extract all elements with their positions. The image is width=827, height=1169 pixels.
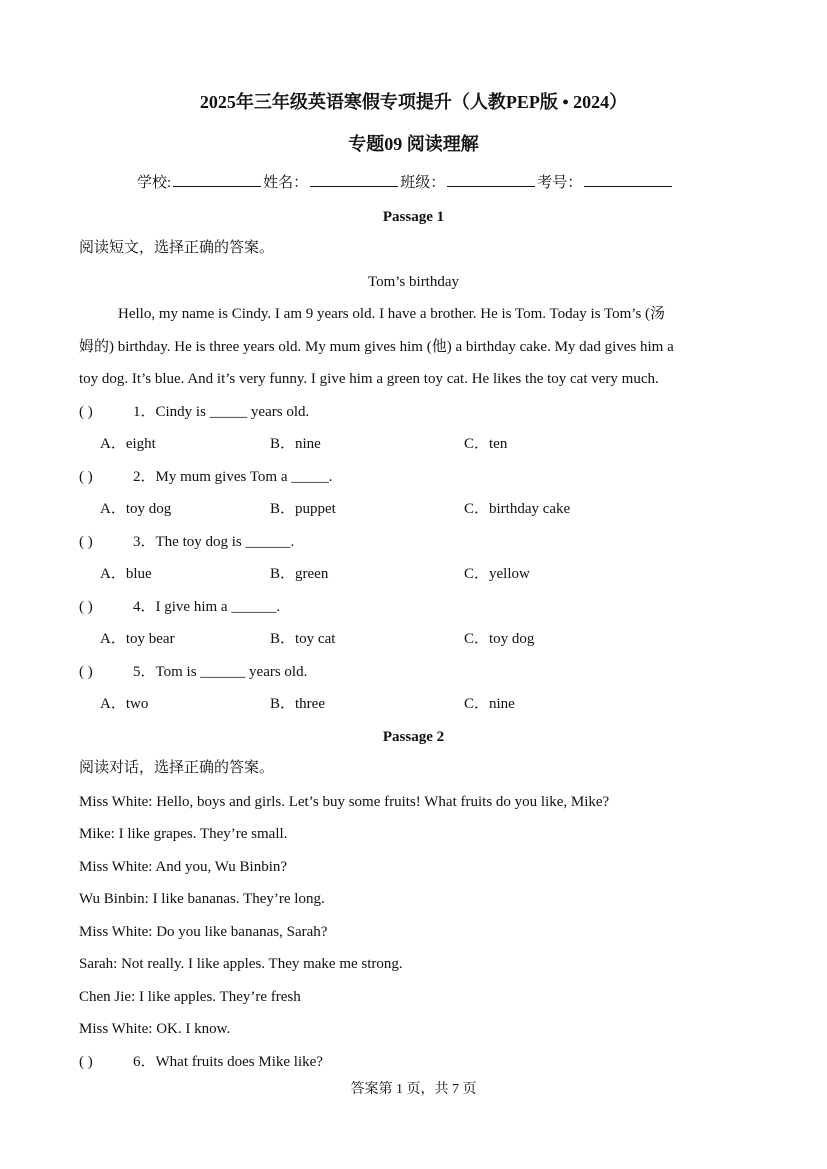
question-3 xyxy=(79,532,294,552)
answer-paren[interactable]: ( ) xyxy=(79,664,93,680)
q5-option-a: A．two xyxy=(100,696,149,712)
q1-option-a: A．eight xyxy=(100,436,156,452)
question-6 xyxy=(79,1052,323,1072)
q4-option-b: B．toy cat xyxy=(270,631,336,647)
name-blank xyxy=(310,172,398,187)
page-subtitle: 专题09 阅读理解 xyxy=(348,134,479,154)
dialogue-line: Sarah: Not really. I like apples. They make me strong. xyxy=(79,956,403,972)
q2-option-c: C．birthday cake xyxy=(464,501,571,517)
exam-number-blank xyxy=(584,172,672,187)
answer-paren[interactable]: ( ) xyxy=(79,469,93,485)
question-2 xyxy=(79,467,333,487)
answer-paren[interactable]: ( ) xyxy=(79,404,93,420)
school-label: 学校: xyxy=(137,175,172,191)
story-line-2: 姆的) birthday. He is three years old. My mum gives him (他) a birthday cake. My dad gives him a xyxy=(79,339,674,355)
question-1 xyxy=(79,402,309,422)
page-footer: 答案第 1 页，共 7 页 xyxy=(350,1082,477,1097)
answer-paren[interactable]: ( ) xyxy=(79,1054,93,1070)
question-stem: 4．I give him a ______. xyxy=(133,599,281,615)
dialogue-line: Miss White: OK. I know. xyxy=(79,1021,231,1037)
dialogue-line: Miss White: Do you like bananas, Sarah? xyxy=(79,924,328,940)
question-stem: 6．What fruits does Mike like? xyxy=(133,1054,323,1070)
story-line-3: toy dog. It’s blue. And it’s very funny. I give him a green toy cat. He likes the toy cat very much. xyxy=(79,371,659,387)
student-info-row xyxy=(137,172,674,193)
school-blank xyxy=(173,172,261,187)
q2-option-b: B．puppet xyxy=(270,501,336,517)
passage2-heading: Passage 2 xyxy=(382,729,445,745)
class-blank xyxy=(447,172,535,187)
dialogue-line: Wu Binbin: I like bananas. They’re long. xyxy=(79,891,325,907)
q4-option-a: A．toy bear xyxy=(100,631,175,647)
question-stem: 3．The toy dog is ______. xyxy=(133,534,295,550)
q3-option-c: C．yellow xyxy=(464,566,530,582)
dialogue-line: Mike: I like grapes. They’re small. xyxy=(79,826,288,842)
answer-paren[interactable]: ( ) xyxy=(79,599,93,615)
page-title: 2025年三年级英语寒假专项提升（人教PEP版 • 2024） xyxy=(199,92,628,112)
dialogue-line: Chen Jie: I like apples. They’re fresh xyxy=(79,989,301,1005)
q3-option-b: B．green xyxy=(270,566,329,582)
q1-option-c: C．ten xyxy=(464,436,508,452)
q4-option-c: C．toy dog xyxy=(464,631,535,647)
q5-option-c: C．nine xyxy=(464,696,515,712)
question-stem: 5．Tom is ______ years old. xyxy=(133,664,308,680)
passage1-instruction: 阅读短文，选择正确的答案。 xyxy=(79,240,275,256)
q1-option-b: B．nine xyxy=(270,436,321,452)
answer-paren[interactable]: ( ) xyxy=(79,534,93,550)
dialogue-line: Miss White: Hello, boys and girls. Let’s buy some fruits! What fruits do you like, Mike? xyxy=(79,794,610,810)
dialogue-line: Miss White: And you, Wu Binbin? xyxy=(79,859,288,875)
q3-option-a: A．blue xyxy=(100,566,152,582)
question-5 xyxy=(79,662,307,682)
exam-number-label: 考号： xyxy=(537,175,583,191)
name-label: 姓名： xyxy=(263,175,309,191)
passage1-heading: Passage 1 xyxy=(382,209,445,225)
story-title: Tom’s birthday xyxy=(367,274,460,290)
story-line-1: Hello, my name is Cindy. I am 9 years old. I have a brother. He is Tom. Today is Tom’s (汤 xyxy=(118,306,666,322)
q2-option-a: A．toy dog xyxy=(100,501,172,517)
question-4 xyxy=(79,597,280,617)
q5-option-b: B．three xyxy=(270,696,325,712)
class-label: 班级： xyxy=(400,175,446,191)
question-stem: 1．Cindy is _____ years old. xyxy=(133,404,310,420)
passage2-instruction: 阅读对话，选择正确的答案。 xyxy=(79,760,275,776)
question-stem: 2．My mum gives Tom a _____. xyxy=(133,469,333,485)
